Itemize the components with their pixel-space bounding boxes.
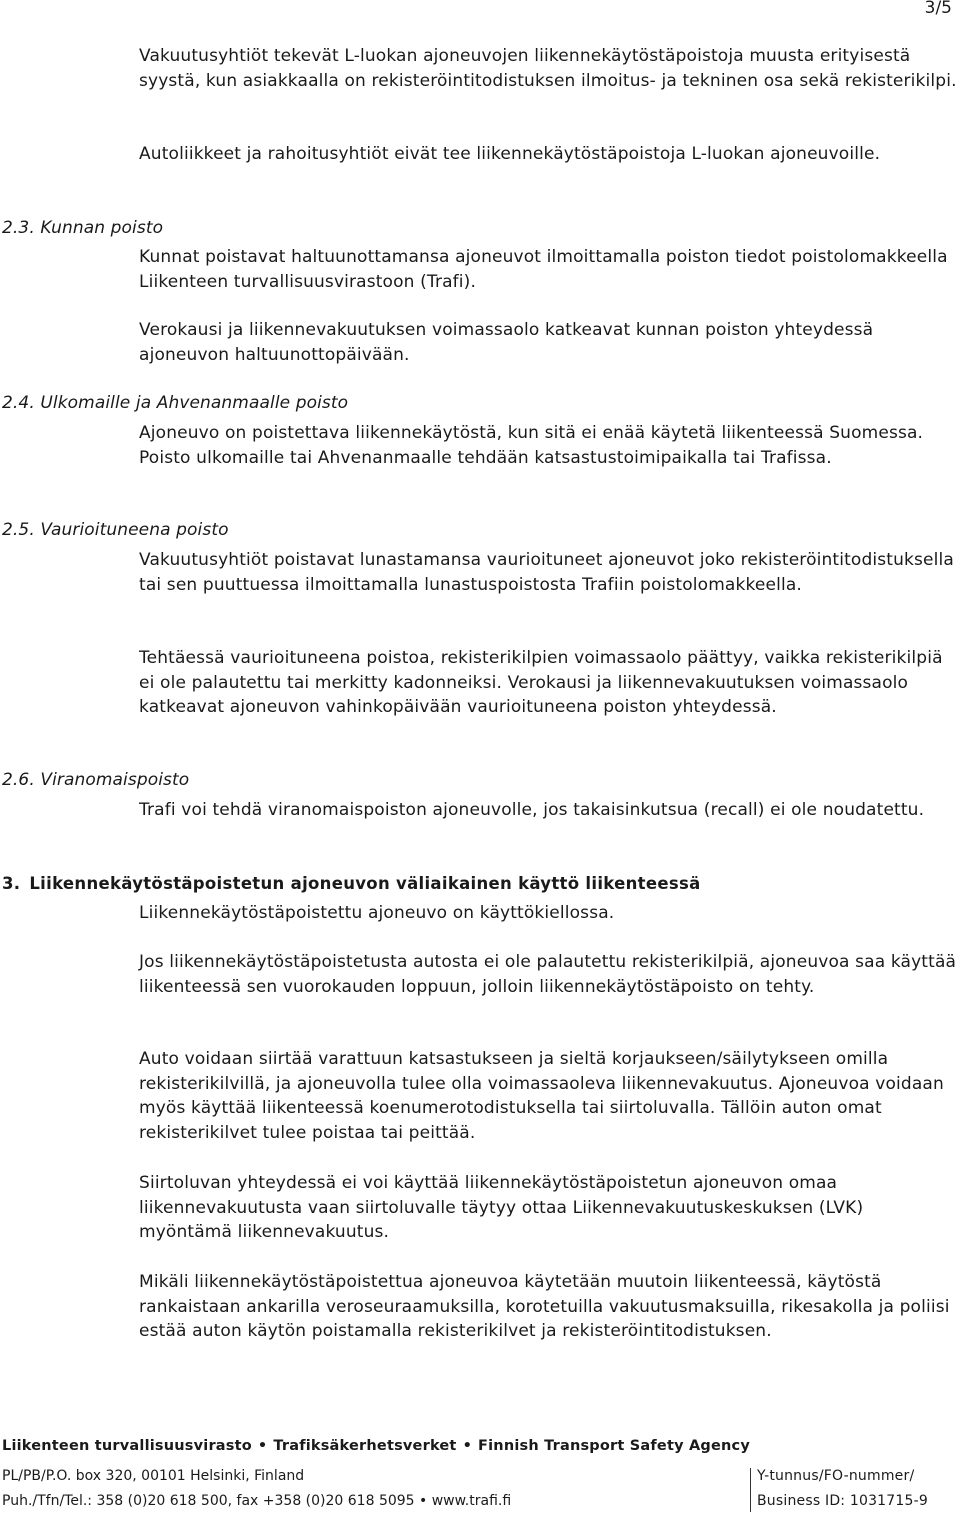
footer-org-en: Finnish Transport Safety Agency xyxy=(478,1438,750,1454)
footer-separator: • xyxy=(258,1438,267,1454)
intro-paragraph-2: Autoliikkeet ja rahoitusyhtiöt eivät tee liikennekäytöstäpoistoja L-luokan ajoneuvoille. xyxy=(139,142,957,167)
section-3-title: Liikennekäytöstäpoistetun ajoneuvon väliaikainen käyttö liikenteessä xyxy=(29,874,700,893)
footer-business-id-block xyxy=(757,1464,928,1513)
section-3-paragraph-2: Jos liikennekäytöstäpoistetusta autosta ei ole palautettu rekisterikilpiä, ajoneuvoa saa käyttää liikenteessä sen vuorokauden loppuun, jolloin liikennekäytöstäpoisto on tehty. xyxy=(139,950,957,999)
intro-paragraph-1: Vakuutusyhtiöt tekevät L-luokan ajoneuvojen liikennekäytöstäpoistoja muusta erityisestä syystä, kun asiakkaalla on rekisteröintitodistuksen ilmoitus- ja tekninen osa sekä rekisterikilpi. xyxy=(139,44,957,93)
footer-phone: Puh./Tfn/Tel.: 358 (0)20 618 500, fax +358 (0)20 618 5095 • www.trafi.fi xyxy=(2,1489,511,1513)
section-2-4-heading: 2.4. Ulkomaille ja Ahvenanmaalle poisto xyxy=(2,391,348,415)
section-3-paragraph-5: Mikäli liikennekäytöstäpoistettua ajoneuvoa käytetään muutoin liikenteessä, käytöstä rankaistaan ankarilla veroseuraamuksilla, korotetuilla vakuutusmaksuilla, rikesakolla ja poliisi estää auton käytön poistamalla rekisterikilvet ja rekisteröintitodistuksen. xyxy=(139,1270,957,1344)
footer-business-id-label: Y-tunnus/FO-nummer/ xyxy=(757,1464,928,1489)
section-2-5-paragraph-2: Tehtäessä vaurioituneena poistoa, rekisterikilpien voimassaolo päättyy, vaikka rekisterikilpiä ei ole palautettu tai merkitty kadonneiksi. Verokausi ja liikennevakuutuksen voimassaolo katkeavat ajoneuvon vahinkopäivään vaurioituneena poiston yhteydessä. xyxy=(139,646,957,720)
section-2-5-paragraph-1: Vakuutusyhtiöt poistavat lunastamansa vaurioituneet ajoneuvot joko rekisteröintitodistuksella tai sen puuttuessa ilmoittamalla lunastuspoistosta Trafiin poistolomakkeella. xyxy=(139,548,957,597)
section-3-paragraph-4: Siirtoluvan yhteydessä ei voi käyttää liikennekäytöstäpoistetun ajoneuvon omaa liikennevakuutusta vaan siirtoluvalle täytyy ottaa Liikennevakuutuskeskuksen (LVK) myöntämä liikennevakuutus. xyxy=(139,1171,957,1245)
footer-divider xyxy=(750,1468,751,1512)
section-3-heading xyxy=(2,872,701,896)
section-3-paragraph-1: Liikennekäytöstäpoistettu ajoneuvo on käyttökiellossa. xyxy=(139,901,957,926)
footer-contact xyxy=(2,1464,511,1513)
section-2-3-paragraph-1: Kunnat poistavat haltuunottamansa ajoneuvot ilmoittamalla poiston tiedot poistolomakkeella Liikenteen turvallisuusvirastoon (Trafi). xyxy=(139,245,957,294)
section-2-4-paragraph-1: Ajoneuvo on poistettava liikennekäytöstä, kun sitä ei enää käytetä liikenteessä Suomessa. Poisto ulkomaille tai Ahvenanmaalle tehdään katsastustoimipaikalla tai Trafissa. xyxy=(139,421,957,470)
section-3-number: 3. xyxy=(2,874,20,893)
footer-organization xyxy=(2,1438,750,1454)
footer-separator: • xyxy=(463,1438,472,1454)
footer-org-fi: Liikenteen turvallisuusvirasto xyxy=(2,1438,252,1454)
section-2-3-heading: 2.3. Kunnan poisto xyxy=(2,216,163,240)
section-3-paragraph-3: Auto voidaan siirtää varattuun katsastukseen ja sieltä korjaukseen/säilytykseen omilla rekisterikilvillä, ja ajoneuvolla tulee olla voimassaoleva liikennevakuutus. Ajoneuvoa voidaan myös käyttää liikenteessä koenumerotodistuksella tai siirtoluvalla. Tällöin auton omat rekisterikilvet tulee poistaa tai peittää. xyxy=(139,1047,957,1145)
page-number: 3/5 xyxy=(925,0,952,18)
section-2-5-heading: 2.5. Vaurioituneena poisto xyxy=(2,518,229,542)
footer-org-sv: Trafiksäkerhetsverket xyxy=(273,1438,456,1454)
footer-address: PL/PB/P.O. box 320, 00101 Helsinki, Finland xyxy=(2,1464,511,1489)
section-2-3-paragraph-2: Verokausi ja liikennevakuutuksen voimassaolo katkeavat kunnan poiston yhteydessä ajoneuvon haltuunottopäivään. xyxy=(139,318,957,367)
section-2-6-heading: 2.6. Viranomaispoisto xyxy=(2,768,189,792)
footer-business-id: Business ID: 1031715-9 xyxy=(757,1489,928,1513)
section-2-6-paragraph-1: Trafi voi tehdä viranomaispoiston ajoneuvolle, jos takaisinkutsua (recall) ei ole noudatettu. xyxy=(139,798,957,823)
